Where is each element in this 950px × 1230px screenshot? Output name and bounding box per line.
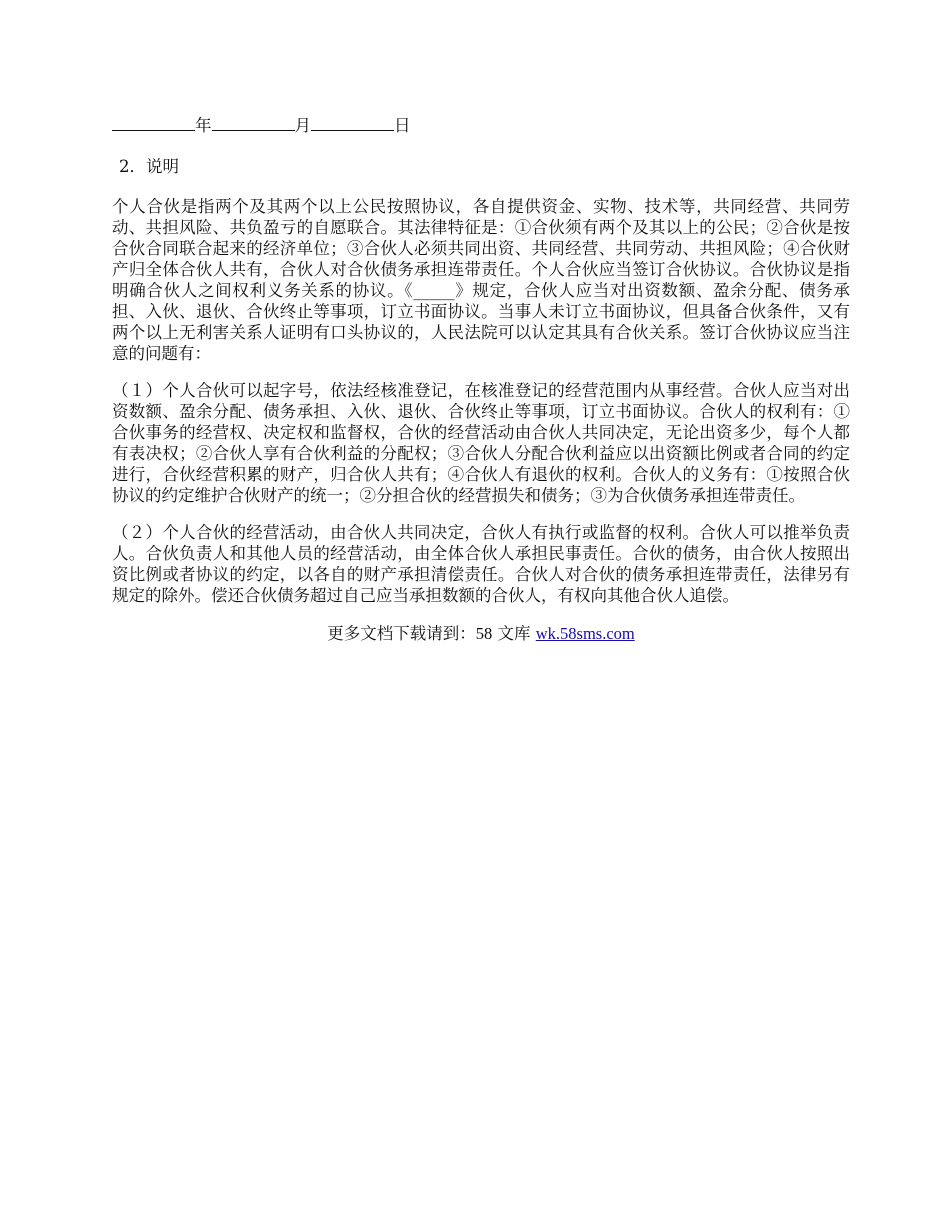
paragraph-item-1: （１）个人合伙可以起字号，依法经核准登记，在核准登记的经营范围内从事经营。合伙人应当对出资数额、盈余分配、债务承担、入伙、退伙、合伙终止等事项，订立书面协议。合伙人的权利有：①合伙事务的经营权、决定权和监督权，合伙的经营活动由合伙人共同决定，无论出资多少，每个人都有表决权；②合伙人享有合伙利益的分配权；③合伙人分配合伙利益应以出资额比例或者合同的约定进行，合伙经营积累的财产，归合伙人共有；④合伙人有退伙的权利。合伙人的义务有：①按照合伙协议的约定维护合伙财产的统一；②分担合伙的经营损失和债务；③为合伙债务承担连带责任。	[112, 381, 850, 505]
document-page	[112, 112, 850, 646]
day-blank	[311, 112, 394, 131]
day-label: 日	[394, 116, 411, 135]
year-blank	[112, 112, 195, 131]
year-label: 年	[195, 116, 212, 135]
footer-prefix: 更多文档下载请到：	[327, 624, 476, 643]
section-heading: 2．说明	[119, 157, 179, 176]
paragraph-item-2: （２）个人合伙的经营活动，由合伙人共同决定，合伙人有执行或监督的权利。合伙人可以推举负责人。合伙负责人和其他人员的经营活动，由全体合伙人承担民事责任。合伙的债务，由合伙人按照出资比例或者协议的约定，以各自的财产承担清偿责任。合伙人对合伙的债务承担连带责任，法律另有规定的除外。偿还合伙债务超过自己应当承担数额的合伙人，有权向其他合伙人追偿。	[112, 523, 850, 605]
paragraph-intro: 个人合伙是指两个及其两个以上公民按照协议，各自提供资金、实物、技术等，共同经营、共同劳动、共担风险、共负盈亏的自愿联合。其法律特征是：①合伙须有两个及其以上的公民；②合伙是按合伙合同联合起来的经济单位；③合伙人必须共同出资、共同经营、共同劳动、共担风险；④合伙财产归全体合伙人共有，合伙人对合伙债务承担连带责任。个人合伙应当签订合伙协议。合伙协议是指明确合伙人之间权利义务关系的协议。《_____》规定，合伙人应当对出资数额、盈余分配、债务承担、入伙、退伙、合伙终止等事项，订立书面协议。当事人未订立书面协议，但具备合伙条件，又有两个以上无利害关系人证明有口头协议的，人民法院可以认定其具有合伙关系。签订合伙协议应当注意的问题有：	[112, 197, 850, 363]
month-blank	[212, 112, 295, 131]
month-label: 月	[294, 116, 311, 135]
footer-number: 58	[475, 624, 493, 643]
footer	[112, 622, 850, 646]
date-line	[112, 112, 850, 138]
footer-site-name: 文库	[497, 624, 531, 643]
footer-link[interactable]: wk.58sms.com	[535, 624, 635, 643]
